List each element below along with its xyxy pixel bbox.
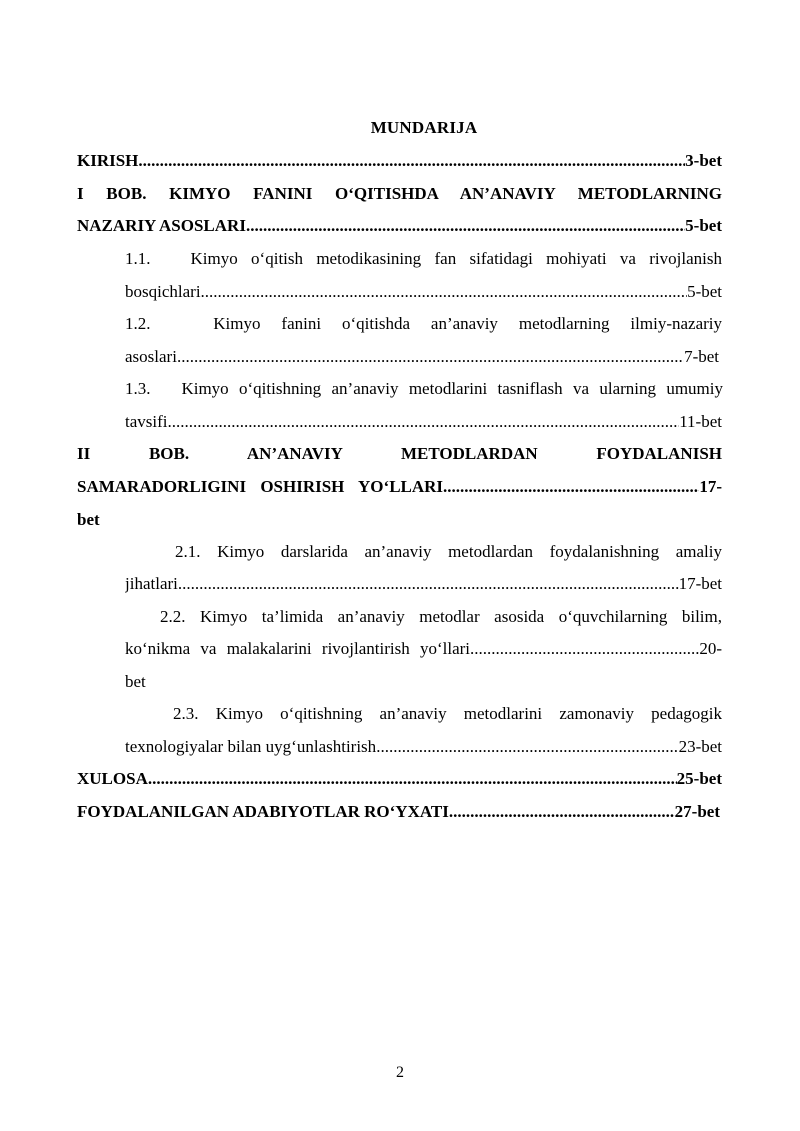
toc-entry-kirish (77, 151, 722, 171)
toc-section-2-2 (125, 639, 722, 659)
toc-entry-page: 17- (699, 477, 722, 496)
toc-entry-page: 25-bet (676, 769, 722, 788)
toc-entry-text: SAMARADORLIGINI OSHIRISH YO‘LLARI (77, 477, 444, 496)
toc-entry-page: 7-bet (684, 347, 719, 366)
toc-entry-xulosa (77, 769, 722, 789)
leader-dots (376, 737, 678, 757)
toc-entry-page: 3-bet (685, 151, 722, 170)
toc-entry-page: 17-bet (678, 574, 722, 593)
toc-entry-text: tavsifi (125, 412, 168, 431)
leader-dots (148, 769, 677, 789)
toc-entry-text: ko‘nikma va malakalarini rivojlantirish yo‘llari (125, 639, 471, 658)
page-title: MUNDARIJA (370, 118, 478, 137)
toc-chapter-1-line1: I BOB. KIMYO FANINI O‘QITISHDA AN’ANAVIY METODLARNING (77, 184, 722, 203)
page-number: 2 (396, 1064, 404, 1081)
toc-entry-text: XULOSA (77, 769, 148, 788)
toc-entry-text: texnologiyalar bilan uyg‘unlashtirish (125, 737, 377, 756)
toc-section-1-1-line1: 1.1. Kimyo o‘qitish metodikasining fan sifatidagi mohiyati va rivojlanish (125, 249, 722, 268)
toc-section-1-3-line1: 1.3. Kimyo o‘qitishning an’anaviy metodlarini tasniflash va ularning umumiy (125, 379, 723, 398)
leader-dots (168, 412, 680, 432)
toc-entry-page: 11-bet (679, 412, 722, 431)
toc-entry-page: 5-bet (685, 216, 722, 235)
toc-entry-text: jihatlari (125, 574, 178, 593)
leader-dots (470, 639, 699, 659)
leader-dots (443, 477, 699, 497)
toc-chapter-2-line1: II BOB. AN’ANAVIY METODLARDAN FOYDALANISH (77, 444, 722, 463)
toc-section-2-3 (125, 737, 722, 757)
toc-entry-page: 23-bet (678, 737, 722, 756)
toc-entry-text: FOYDALANILGAN ADABIYOTLAR RO‘YXATI (77, 802, 449, 821)
toc-section-1-2 (125, 347, 719, 367)
toc-section-1-2-line1: 1.2. Kimyo fanini o‘qitishda an’anaviy metodlarning ilmiy-nazariy (125, 314, 722, 333)
toc-entry-page: 27-bet (674, 802, 720, 821)
leader-dots (246, 216, 685, 236)
toc-entry-text: KIRISH (77, 151, 139, 170)
leader-dots (178, 574, 679, 594)
toc-entry-text: bosqichlari (125, 282, 201, 301)
toc-section-2-1-line1: 2.1. Kimyo darslarida an’anaviy metodlardan foydalanishning amaliy (175, 542, 722, 561)
toc-chapter-2 (77, 477, 722, 497)
toc-chapter-2-page-suffix: bet (77, 510, 100, 529)
toc-chapter-1 (77, 216, 722, 236)
leader-dots (138, 151, 685, 171)
toc-entry-text: asoslari (125, 347, 177, 366)
toc-entry-page: 5-bet (687, 282, 722, 301)
leader-dots (449, 802, 675, 822)
toc-section-1-3 (125, 412, 722, 432)
toc-section-1-1 (125, 282, 722, 302)
toc-section-2-2-page-suffix: bet (125, 672, 146, 691)
leader-dots (177, 347, 684, 367)
toc-entry-page: 20- (699, 639, 722, 658)
toc-entry-references (77, 802, 720, 822)
toc-section-2-2-line1: 2.2. Kimyo ta’limida an’anaviy metodlar asosida o‘quvchilarning bilim, (160, 607, 722, 626)
toc-section-2-1 (125, 574, 722, 594)
toc-entry-text: NAZARIY ASOSLARI (77, 216, 246, 235)
leader-dots (201, 282, 688, 302)
toc-section-2-3-line1: 2.3. Kimyo o‘qitishning an’anaviy metodlarini zamonaviy pedagogik (173, 704, 722, 723)
